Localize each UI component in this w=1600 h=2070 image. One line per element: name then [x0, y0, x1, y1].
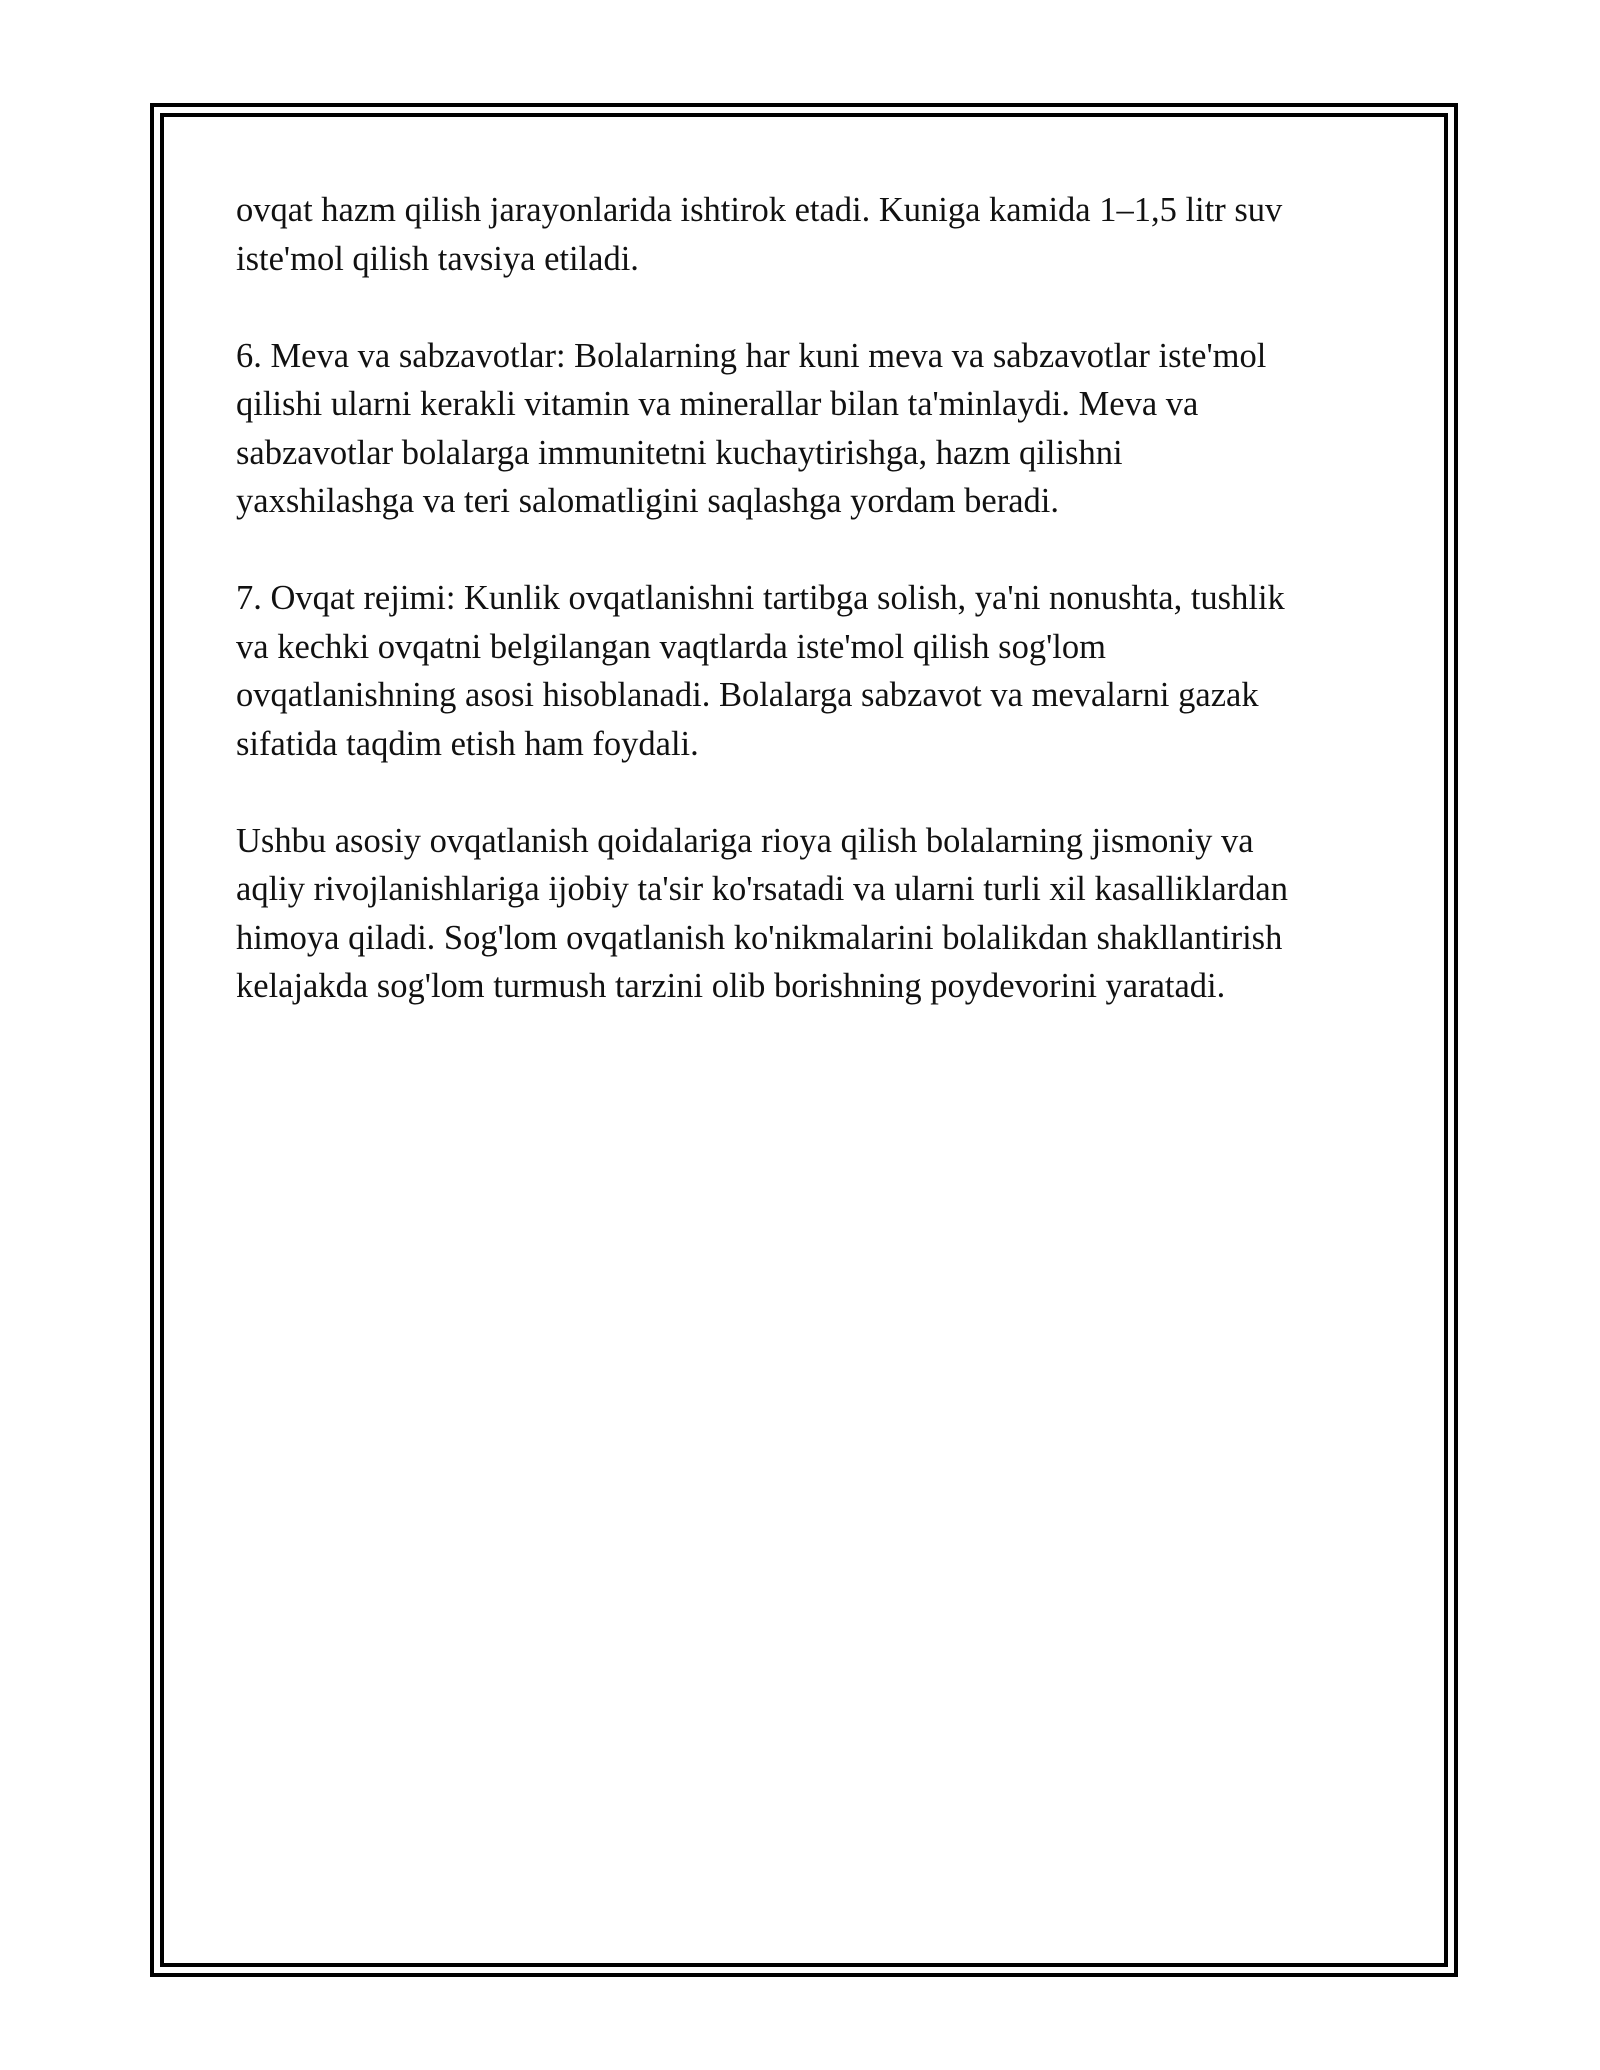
paragraph-meal-schedule: 7. Ovqat rejimi: Kunlik ovqatlanishni tartibga solish, ya'ni nonushta, tushlik va kechki ovqatni belgilangan vaqtlarda iste'mol qilish sog'lom ovqatlanishning asosi hisoblanadi. Bolalarga sabzavot va mevalarni gazak sifatida taqdim etish ham foydali. [236, 579, 1285, 763]
paragraph-water-intake: ovqat hazm qilish jarayonlarida ishtirok etadi. Kuniga kamida 1–1,5 litr suv iste'mol qilish tavsiya etiladi. [236, 191, 1283, 278]
paragraph-conclusion: Ushbu asosiy ovqatlanish qoidalariga rioya qilish bolalarning jismoniy va aqliy rivojlanishlariga ijobiy ta'sir ko'rsatadi va ularni turli xil kasalliklardan himoya qiladi. Sog'lom ovqatlanish ko'nikmalarini bolalikdan shakllantirish kelajakda sog'lom turmush tarzini olib borishning poydevorini yaratadi. [236, 821, 1288, 1005]
paragraph-fruits-vegetables: 6. Meva va sabzavotlar: Bolalarning har kuni meva va sabzavotlar iste'mol qilishi ularni kerakli vitamin va minerallar bilan ta'minlaydi. Meva va sabzavotlar bolalarga immunitetni kuchaytirishga, hazm qilishni yaxshilashga va teri salomatligini saqlashga yordam beradi. [236, 336, 1267, 520]
document-body [236, 186, 1366, 1059]
